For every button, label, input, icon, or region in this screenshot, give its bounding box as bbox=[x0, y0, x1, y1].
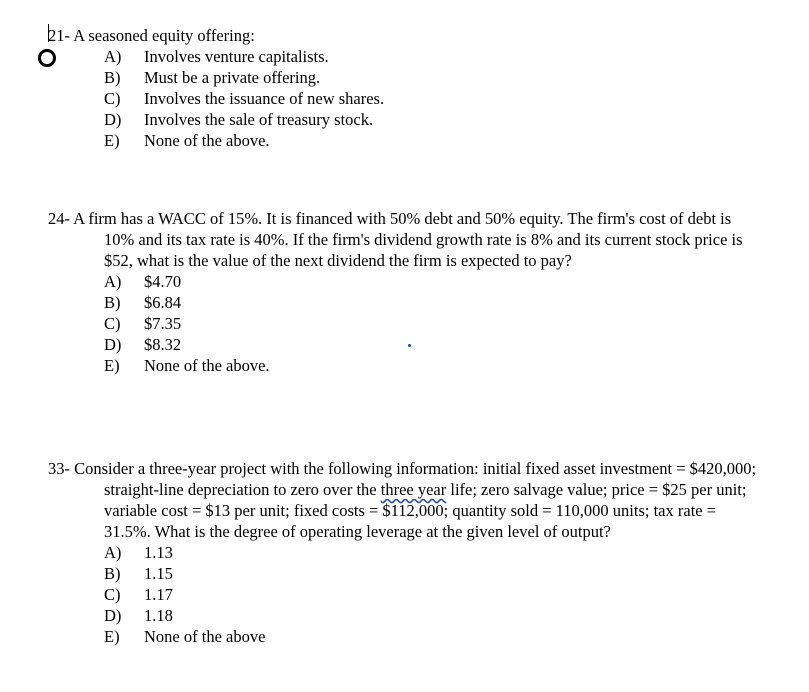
question-stem: A seasoned equity offering: bbox=[73, 26, 255, 45]
question-21-text bbox=[48, 25, 760, 46]
question-21 bbox=[48, 25, 760, 151]
question-number: 33- bbox=[48, 459, 70, 478]
question-24 bbox=[48, 208, 760, 376]
question-33-text bbox=[48, 458, 760, 542]
option-b[interactable]: B) 1.15 bbox=[104, 564, 173, 583]
option-b[interactable]: B) $6.84 bbox=[104, 293, 182, 312]
option-a[interactable]: A) 1.13 bbox=[104, 543, 173, 562]
option-e[interactable]: E) None of the above. bbox=[104, 356, 270, 375]
question-24-options bbox=[48, 271, 760, 376]
question-21-options bbox=[48, 46, 760, 151]
option-a[interactable]: A) Involves venture capitalists. bbox=[104, 47, 329, 66]
question-33 bbox=[48, 458, 760, 647]
option-e[interactable]: E) None of the above bbox=[104, 627, 266, 646]
question-24-text bbox=[48, 208, 760, 271]
option-d[interactable]: D) 1.18 bbox=[104, 606, 173, 625]
option-c[interactable]: C) 1.17 bbox=[104, 585, 173, 604]
spellcheck-underlined-text: three year bbox=[380, 480, 447, 499]
option-e[interactable]: E) None of the above. bbox=[104, 131, 270, 150]
option-d[interactable]: D) Involves the sale of treasury stock. bbox=[104, 110, 374, 129]
option-a[interactable]: A) $4.70 bbox=[104, 272, 182, 291]
question-number: 21- bbox=[48, 26, 70, 45]
question-33-options bbox=[48, 542, 760, 647]
question-stem-before: Consider a three-year project with the following information: initial fixed asset investment = $420,000; straight-line depreciation to zero over the bbox=[74, 459, 757, 499]
option-c[interactable]: C) Involves the issuance of new shares. bbox=[104, 89, 385, 108]
option-c[interactable]: C) $7.35 bbox=[104, 314, 182, 333]
question-stem-after: life; zero salvage value; price = $25 per unit; variable cost = $13 per unit; fixed costs = $112,000; quantity sold = 110,000 units; tax rate = 31.5%. What is the degree of operating leverage at the given level of output? bbox=[104, 480, 747, 541]
question-number: 24- bbox=[48, 209, 70, 228]
question-stem: A firm has a WACC of 15%. It is financed with 50% debt and 50% equity. The firm's cost of debt is 10% and its tax rate is 40%. If the firm's dividend growth rate is 8% and its current stock price is $52, what is the value of the next dividend the firm is expected to pay? bbox=[73, 209, 743, 270]
option-b[interactable]: B) Must be a private offering. bbox=[104, 68, 321, 87]
option-d[interactable]: D) $8.32 bbox=[104, 335, 182, 354]
